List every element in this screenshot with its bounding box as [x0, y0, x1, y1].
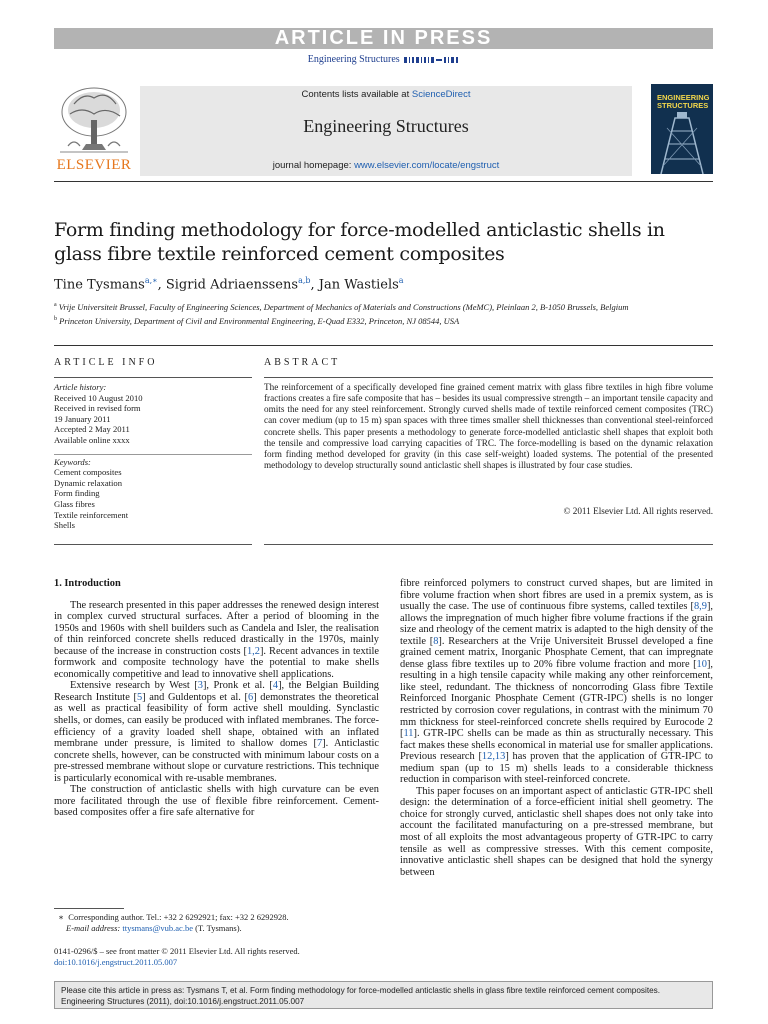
keywords-rule: [54, 454, 252, 455]
author-name: Jan Wastiels: [318, 277, 399, 293]
paragraph: [400, 578, 713, 786]
keyword-item: Cement composites: [54, 467, 122, 478]
history-item: Received 10 August 2010: [54, 392, 143, 403]
journal-cover-image: [651, 84, 713, 174]
paragraph: [54, 784, 379, 819]
paragraph-text: Extensive research by West [: [70, 680, 198, 692]
doi-link[interactable]: doi:10.1016/j.engstruct.2011.05.007: [54, 957, 178, 967]
citation-box: [54, 981, 713, 1009]
citation-link[interactable]: 11: [403, 728, 414, 740]
paragraph-text: ], resulting in a high tensile capacity while making any other reinforcement, like steel, redundant. The thickness of noncorroding Glass fibre Textile Reinforced Inorganic Phosphate Cement (GTR-IPC) shells is no longer restricted by corrosion cover regulations, in contrast with the minimum 70 mm thickness for steel-reinforced concrete shells required by Eurocode 2 [: [400, 658, 713, 740]
author-affiliation-mark[interactable]: a,b: [298, 276, 311, 285]
publisher-name: ELSEVIER: [56, 157, 132, 173]
history-item: Available online xxxx: [54, 434, 130, 445]
info-bottom-rule: [54, 544, 252, 545]
journal-reference-top: [0, 54, 768, 65]
header-rule: [54, 181, 713, 182]
journal-homepage: [140, 160, 632, 171]
sciencedirect-link[interactable]: ScienceDirect: [411, 89, 471, 100]
citation-line-1: Please cite this article in press as: Tysmans T, et al. Form finding methodology for force-modelled anticlastic shells in glass fibre textile reinforced cement composites.: [61, 986, 661, 995]
email-note: [54, 923, 379, 934]
body-column-left: [54, 578, 379, 819]
article-info: [54, 382, 252, 531]
contents-prefix: Contents lists available at: [301, 89, 412, 100]
paragraph-text: ] has proven that the application of GTR-IPC to medium span (up to 15 m) shells leads to a considerable thickness reduction in comparison with steel-reinforced concrete.: [400, 751, 713, 786]
paragraph-text: ]. Recent advances in textile formwork and composite technology have the potential to make shells economically competitive and lead to innovative shell applications.: [54, 645, 379, 680]
paragraph-text: The construction of anticlastic shells with high curvature can be even more facilitated through the use of flexible fibre reinforcement. Cement-based composites offer a fire safe alternative for: [54, 784, 379, 819]
journal-ref-text: Engineering Structures: [307, 54, 400, 65]
affiliation-mark: b: [54, 316, 57, 323]
keyword-item: Textile reinforcement: [54, 509, 129, 520]
author-affiliation-mark[interactable]: a: [398, 276, 404, 285]
author-affiliation-mark[interactable]: a,∗: [144, 276, 158, 285]
keywords-label: Keywords:: [54, 456, 91, 467]
affiliation-text: Princeton University, Department of Civil and Environmental Engineering, E-Quad E332, Princeton, NJ 08544, USA: [59, 316, 460, 326]
author-name: Sigrid Adriaenssens: [165, 277, 299, 293]
citation-link[interactable]: 8,9: [693, 601, 707, 613]
contents-line: [140, 89, 632, 100]
citation-link[interactable]: 4: [272, 680, 279, 692]
paragraph-text: This paper focuses on an important aspect of anticlastic GTR-IPC shell design: the determination of a force-efficient initial shell geometry. The choice for strongly curved, anticlastic shell shapes does not only take into account the facilitated manufacturing on a pre-stressed membrane, but most of all exploits the most advantageous property of GTR-IPC to carry tensile as well as compressive stresses. With this cement composite, innovative anticlastic shell shapes can be designed that hold the synergy between: [400, 785, 713, 878]
citation-link[interactable]: 3: [197, 680, 203, 692]
citation-line-2: Engineering Structures (2011), doi:10.1016/j.engstruct.2011.05.007: [61, 997, 305, 1006]
abstract-rule: [264, 377, 713, 378]
issn-line: 0141-0296/$ – see front matter © 2011 Elsevier Ltd. All rights reserved.: [54, 946, 300, 956]
affiliation-text: Vrije Universiteit Brussel, Faculty of Engineering Sciences, Department of Mechanics of Materials and Constructions (MeMC), Pleinlaan 2, B-1050 Brussels, Belgium: [58, 302, 629, 312]
paragraph-text: ], allows the impregnation of much higher fibre volume fractions if the grain size and rheology of the cement matrix is adapted to the high density of the textile [: [400, 601, 713, 647]
paragraph-text: ] and Guldentops et al. [: [142, 691, 248, 703]
journal-title: Engineering Structures: [303, 116, 469, 136]
citation-link[interactable]: 7: [316, 738, 323, 750]
paragraph: [400, 786, 713, 878]
history-item: Received in revised form: [54, 403, 141, 414]
paragraph-text: The research presented in this paper addresses the renewed design interest in complex curved structural surfaces. After a period of blooming in the 1950s and 1960s with shell builders such as Candela and Isler, the realisation of thin reinforced concrete shells reduced drastically in the 1970s, mainly because of the increase in construction costs [: [54, 599, 379, 657]
history-item: Accepted 2 May 2011: [54, 424, 130, 435]
paragraph-text: ], Pronk et al. [: [202, 680, 273, 692]
affiliation-mark: a: [54, 302, 57, 309]
email-link[interactable]: ttysmans@vub.ac.be: [122, 923, 193, 933]
citation-link[interactable]: 12,13: [481, 751, 506, 763]
article-in-press-banner: ARTICLE IN PRESS: [54, 28, 713, 49]
affiliation-b: [54, 316, 713, 326]
history-item: 19 January 2011: [54, 413, 111, 424]
cover-title-line-1: ENGINEERING: [657, 93, 710, 102]
author-separator: ,: [157, 277, 166, 293]
email-label: E-mail address:: [66, 923, 123, 933]
keyword-item: Shells: [54, 520, 76, 531]
paragraph-text: ] demonstrates the theoretical as well as practical feasibility of form active shell moulding. Synclastic shells, or domes, can easily be produced with inflated membranes. The force-efficiency of a gravity loaded shell shape, obtained with an inflated membrane under pressure, is limited to shallow domes [: [54, 691, 379, 750]
abstract-text: The reinforcement of a specifically developed fine grained cement matrix with glass fibre textiles in high fibre volume fractions creates a fire safe composite that has – besides its usual compressive strength – an important tensile capacity and omits the need for any steel reinforcement. Strongly curved shells made of textile reinforced cement composites (TRC) can cover medium (up to 15 m) span spaces with three times smaller shell thicknesses than conventional steel-reinforced concrete shells. This paper presents a methodology to generate force-modelled anticlastic shell shapes that exploit both the tensile and compressive load carrying capacities of TRC. The force-modelling is based on the dynamic relaxation form finding method developed for gravity (in this case self-weight) loaded systems. The potential of the presented methodology to develop structurally sound anticlastic shell shapes is illustrated by four case studies.: [264, 382, 713, 471]
keyword-item: Dynamic relaxation: [54, 477, 123, 488]
front-matter: [54, 946, 454, 968]
abstract-bottom-rule: [264, 544, 713, 545]
citation-link[interactable]: 5: [136, 691, 143, 703]
footnote: [54, 912, 379, 934]
affiliation-rule: [54, 345, 713, 346]
keyword-item: Form finding: [54, 488, 100, 499]
article-info-heading: ARTICLE INFO: [54, 357, 158, 368]
section-heading-introduction: 1. Introduction: [54, 578, 121, 589]
author-separator: ,: [310, 277, 319, 293]
article-title: Form finding methodology for force-modelled anticlastic shells in glass fibre textile reinforced cement composites: [54, 219, 665, 265]
paragraph-text: fibre reinforced polymers to construct curved shapes, but are limited in fibre volume fraction when short fibres are used in a premix system, as is usually the case. The use of continuous fibre systems, called textiles [: [400, 578, 713, 613]
keyword-item: Glass fibres: [54, 498, 95, 509]
info-rule: [54, 377, 252, 378]
footnote-rule: [54, 908, 124, 909]
cover-title-line-2: STRUCTURES: [657, 101, 709, 110]
history-label: Article history:: [54, 382, 107, 392]
email-suffix: (T. Tysmans).: [192, 923, 242, 933]
paragraph-text: ]. GTR-IPC shells can be made as thin as structurally necessary. This fact makes these shells economical in material use for smaller applications. Previous research [: [400, 728, 713, 763]
author-name: Tine Tysmans: [54, 277, 145, 293]
citation-link[interactable]: 10: [696, 658, 707, 670]
abstract-copyright: © 2011 Elsevier Ltd. All rights reserved.: [563, 506, 713, 516]
paragraph-text: ], the Belgian Building Research Institute [: [54, 680, 379, 703]
citation-link[interactable]: 1,2: [246, 645, 260, 657]
citation-link[interactable]: 6: [247, 691, 254, 703]
homepage-link[interactable]: www.elsevier.com/locate/engstruct: [354, 160, 500, 171]
corresponding-author-text: Corresponding author. Tel.: +32 2 6292921; fax: +32 2 6292928.: [68, 912, 289, 922]
abstract-heading: ABSTRACT: [264, 357, 341, 368]
cover-tower-graphic: [651, 84, 713, 174]
paragraph-text: ]. Researchers at the Vrije Universiteit Brussel developed a fine grained cement matrix, Inorganic Phosphate Cement, that can impregnate dense glass fibre textiles up to 20% fibre volume fraction and more [: [400, 635, 713, 670]
paragraph: [54, 600, 379, 681]
affiliation-a: [54, 302, 713, 312]
body-column-right: [400, 578, 713, 878]
homepage-prefix: journal homepage:: [272, 160, 355, 171]
author-list: [54, 276, 713, 292]
corresponding-author-note: [54, 912, 379, 923]
paragraph-text: ]. Anticlastic concrete shells, however, can be constructed with minimum labour costs on a pre-stressed membrane without slope or curvature restrictions. This technique is particularly economical with re-usable membranes.: [54, 738, 379, 784]
barcode-icon: [402, 56, 460, 64]
footnote-mark: ∗: [58, 912, 65, 922]
citation-link[interactable]: 8: [433, 635, 439, 647]
paragraph: [54, 680, 379, 784]
